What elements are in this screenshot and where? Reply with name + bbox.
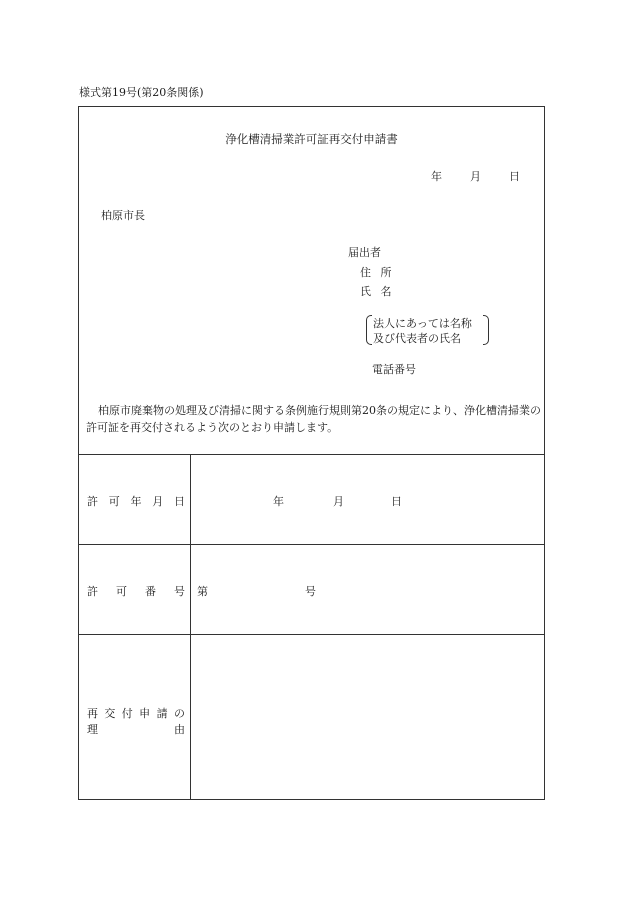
permit-number-suffix[interactable]: 号 (305, 585, 316, 598)
reissue-reason-label (87, 705, 185, 737)
label-char: 許 (87, 495, 98, 508)
label-char: 番 (145, 585, 156, 598)
permit-date-year[interactable]: 年 (273, 495, 284, 508)
form-title: 浄化槽清掃業許可証再交付申請書 (225, 132, 398, 146)
application-form-box (78, 106, 545, 800)
applicant-label: 届出者 (348, 246, 381, 259)
permit-number-prefix[interactable]: 第 (197, 585, 208, 598)
application-date[interactable] (431, 168, 520, 184)
label-char: 日 (174, 495, 185, 508)
permit-date-day[interactable]: 日 (391, 495, 402, 508)
label-char: 申 (139, 707, 151, 720)
form-number-label: 様式第19号(第20条関係) (79, 86, 204, 99)
corporation-note (366, 315, 489, 345)
label-char: 月 (152, 495, 164, 508)
permit-date-label (87, 493, 185, 509)
applicant-name-label: 氏 名 (360, 285, 392, 298)
column-divider (190, 455, 191, 544)
label-char: 再 (87, 707, 98, 720)
label-char: 請 (156, 707, 168, 720)
applicant-address-label: 住 所 (360, 266, 392, 279)
permit-date-month[interactable]: 月 (333, 495, 344, 508)
label-char: 可 (108, 495, 120, 508)
application-statement: 柏原市廃棄物の処理及び清掃に関する条例施行規則第20条の規定により、浄化槽清掃業の許可証を再交付されるよう次のとおり申請します。 (86, 404, 541, 434)
label-char: 由 (174, 723, 185, 736)
permit-number-label (87, 583, 185, 599)
date-month-label: 月 (470, 170, 481, 183)
addressee: 柏原市長 (101, 209, 145, 222)
label-char: 交 (104, 707, 116, 720)
label-char: 年 (130, 495, 142, 508)
label-char: 付 (121, 707, 133, 720)
label-char: の (173, 707, 185, 720)
right-bracket (483, 315, 489, 345)
label-char: 号 (174, 585, 185, 598)
applicant-phone-label: 電話番号 (372, 363, 416, 376)
corporation-note-line1: 法人にあっては名称 (373, 317, 472, 330)
reissue-reason-row (79, 634, 544, 800)
reissue-reason-field[interactable] (191, 635, 545, 800)
date-day-label: 日 (509, 170, 520, 183)
left-bracket (366, 315, 372, 345)
label-char: 可 (116, 585, 127, 598)
label-char: 許 (87, 585, 98, 598)
permit-date-row (79, 454, 544, 544)
date-year-label: 年 (431, 170, 442, 183)
column-divider (190, 545, 191, 634)
corporation-note-line2: 及び代表者の氏名 (373, 332, 461, 345)
permit-number-row (79, 544, 544, 634)
label-char: 理 (87, 723, 98, 736)
